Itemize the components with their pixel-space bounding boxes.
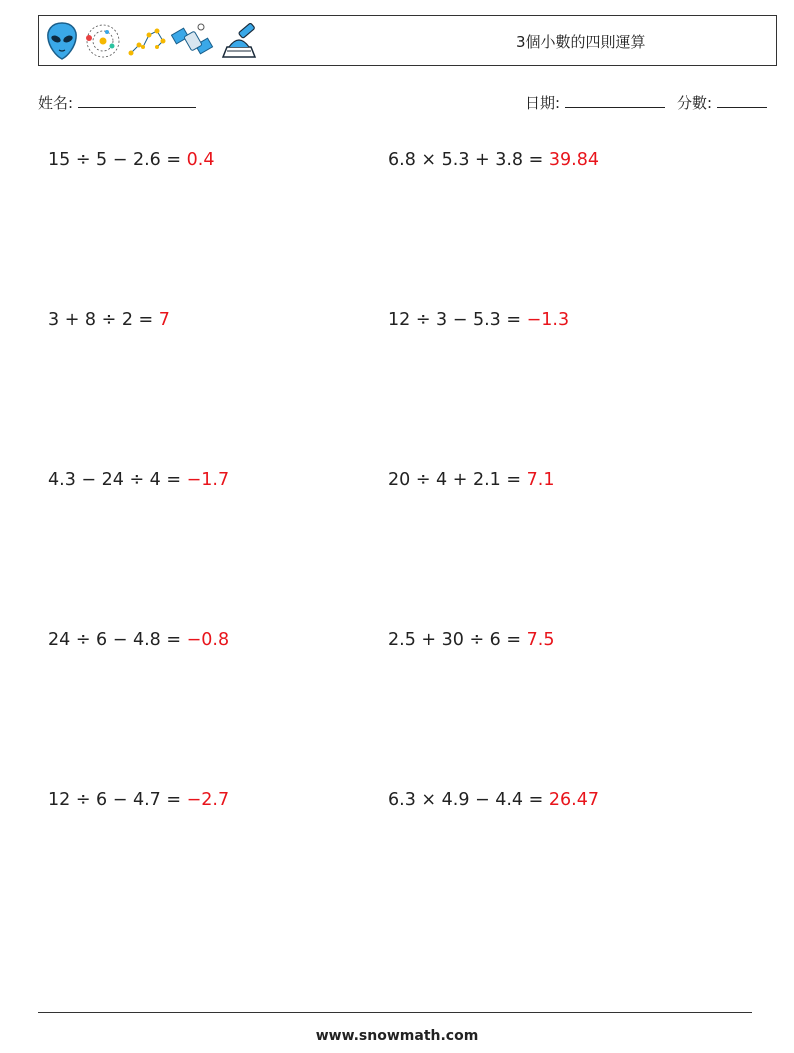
problem-5 [48, 470, 229, 490]
score-blank[interactable] [717, 93, 767, 108]
problem-2 [388, 150, 599, 170]
name-field [38, 92, 196, 113]
problem-expression: 24 ÷ 6 − 4.8 = [48, 630, 182, 650]
date-blank[interactable] [565, 93, 665, 108]
problem-3 [48, 310, 170, 330]
problem-1 [48, 150, 214, 170]
name-blank[interactable] [78, 93, 196, 108]
alien-icon [45, 21, 79, 61]
problem-expression: 6.8 × 5.3 + 3.8 = [388, 150, 544, 170]
problem-answer: −1.3 [526, 310, 570, 330]
problem-expression: 15 ÷ 5 − 2.6 = [48, 150, 182, 170]
problem-expression: 3 + 8 ÷ 2 = [48, 310, 154, 330]
problem-expression: 12 ÷ 6 − 4.7 = [48, 790, 182, 810]
problem-answer: −0.8 [186, 630, 230, 650]
problem-expression: 12 ÷ 3 − 5.3 = [388, 310, 522, 330]
date-field [525, 92, 665, 113]
problem-expression: 6.3 × 4.9 − 4.4 = [388, 790, 544, 810]
problem-4 [388, 310, 569, 330]
problem-expression: 20 ÷ 4 + 2.1 = [388, 470, 522, 490]
header-icons [45, 21, 259, 61]
problem-expression: 4.3 − 24 ÷ 4 = [48, 470, 182, 490]
date-label: 日期: [525, 94, 561, 112]
problem-answer: 7 [158, 310, 170, 330]
worksheet-title: 3個小數的四則運算 [516, 33, 646, 51]
telescope-icon [219, 21, 259, 61]
footer-url[interactable]: www.snowmath.com [315, 1028, 479, 1044]
solar-system-icon [83, 21, 123, 61]
problem-6 [388, 470, 554, 490]
satellite-icon [171, 21, 215, 61]
problem-answer: 0.4 [186, 150, 215, 170]
problem-10 [388, 790, 599, 810]
score-field [677, 92, 767, 113]
constellation-icon [127, 21, 167, 61]
score-label: 分數: [677, 94, 713, 112]
footer-divider [38, 1012, 752, 1013]
problem-8 [388, 630, 554, 650]
name-label: 姓名: [38, 94, 74, 112]
problem-9 [48, 790, 229, 810]
problem-answer: 7.5 [526, 630, 555, 650]
problem-answer: −1.7 [186, 470, 230, 490]
problem-answer: 7.1 [526, 470, 555, 490]
problem-answer: 39.84 [548, 150, 599, 170]
problem-7 [48, 630, 229, 650]
problem-answer: 26.47 [548, 790, 599, 810]
problem-answer: −2.7 [186, 790, 230, 810]
problem-expression: 2.5 + 30 ÷ 6 = [388, 630, 522, 650]
worksheet-header [38, 15, 777, 66]
